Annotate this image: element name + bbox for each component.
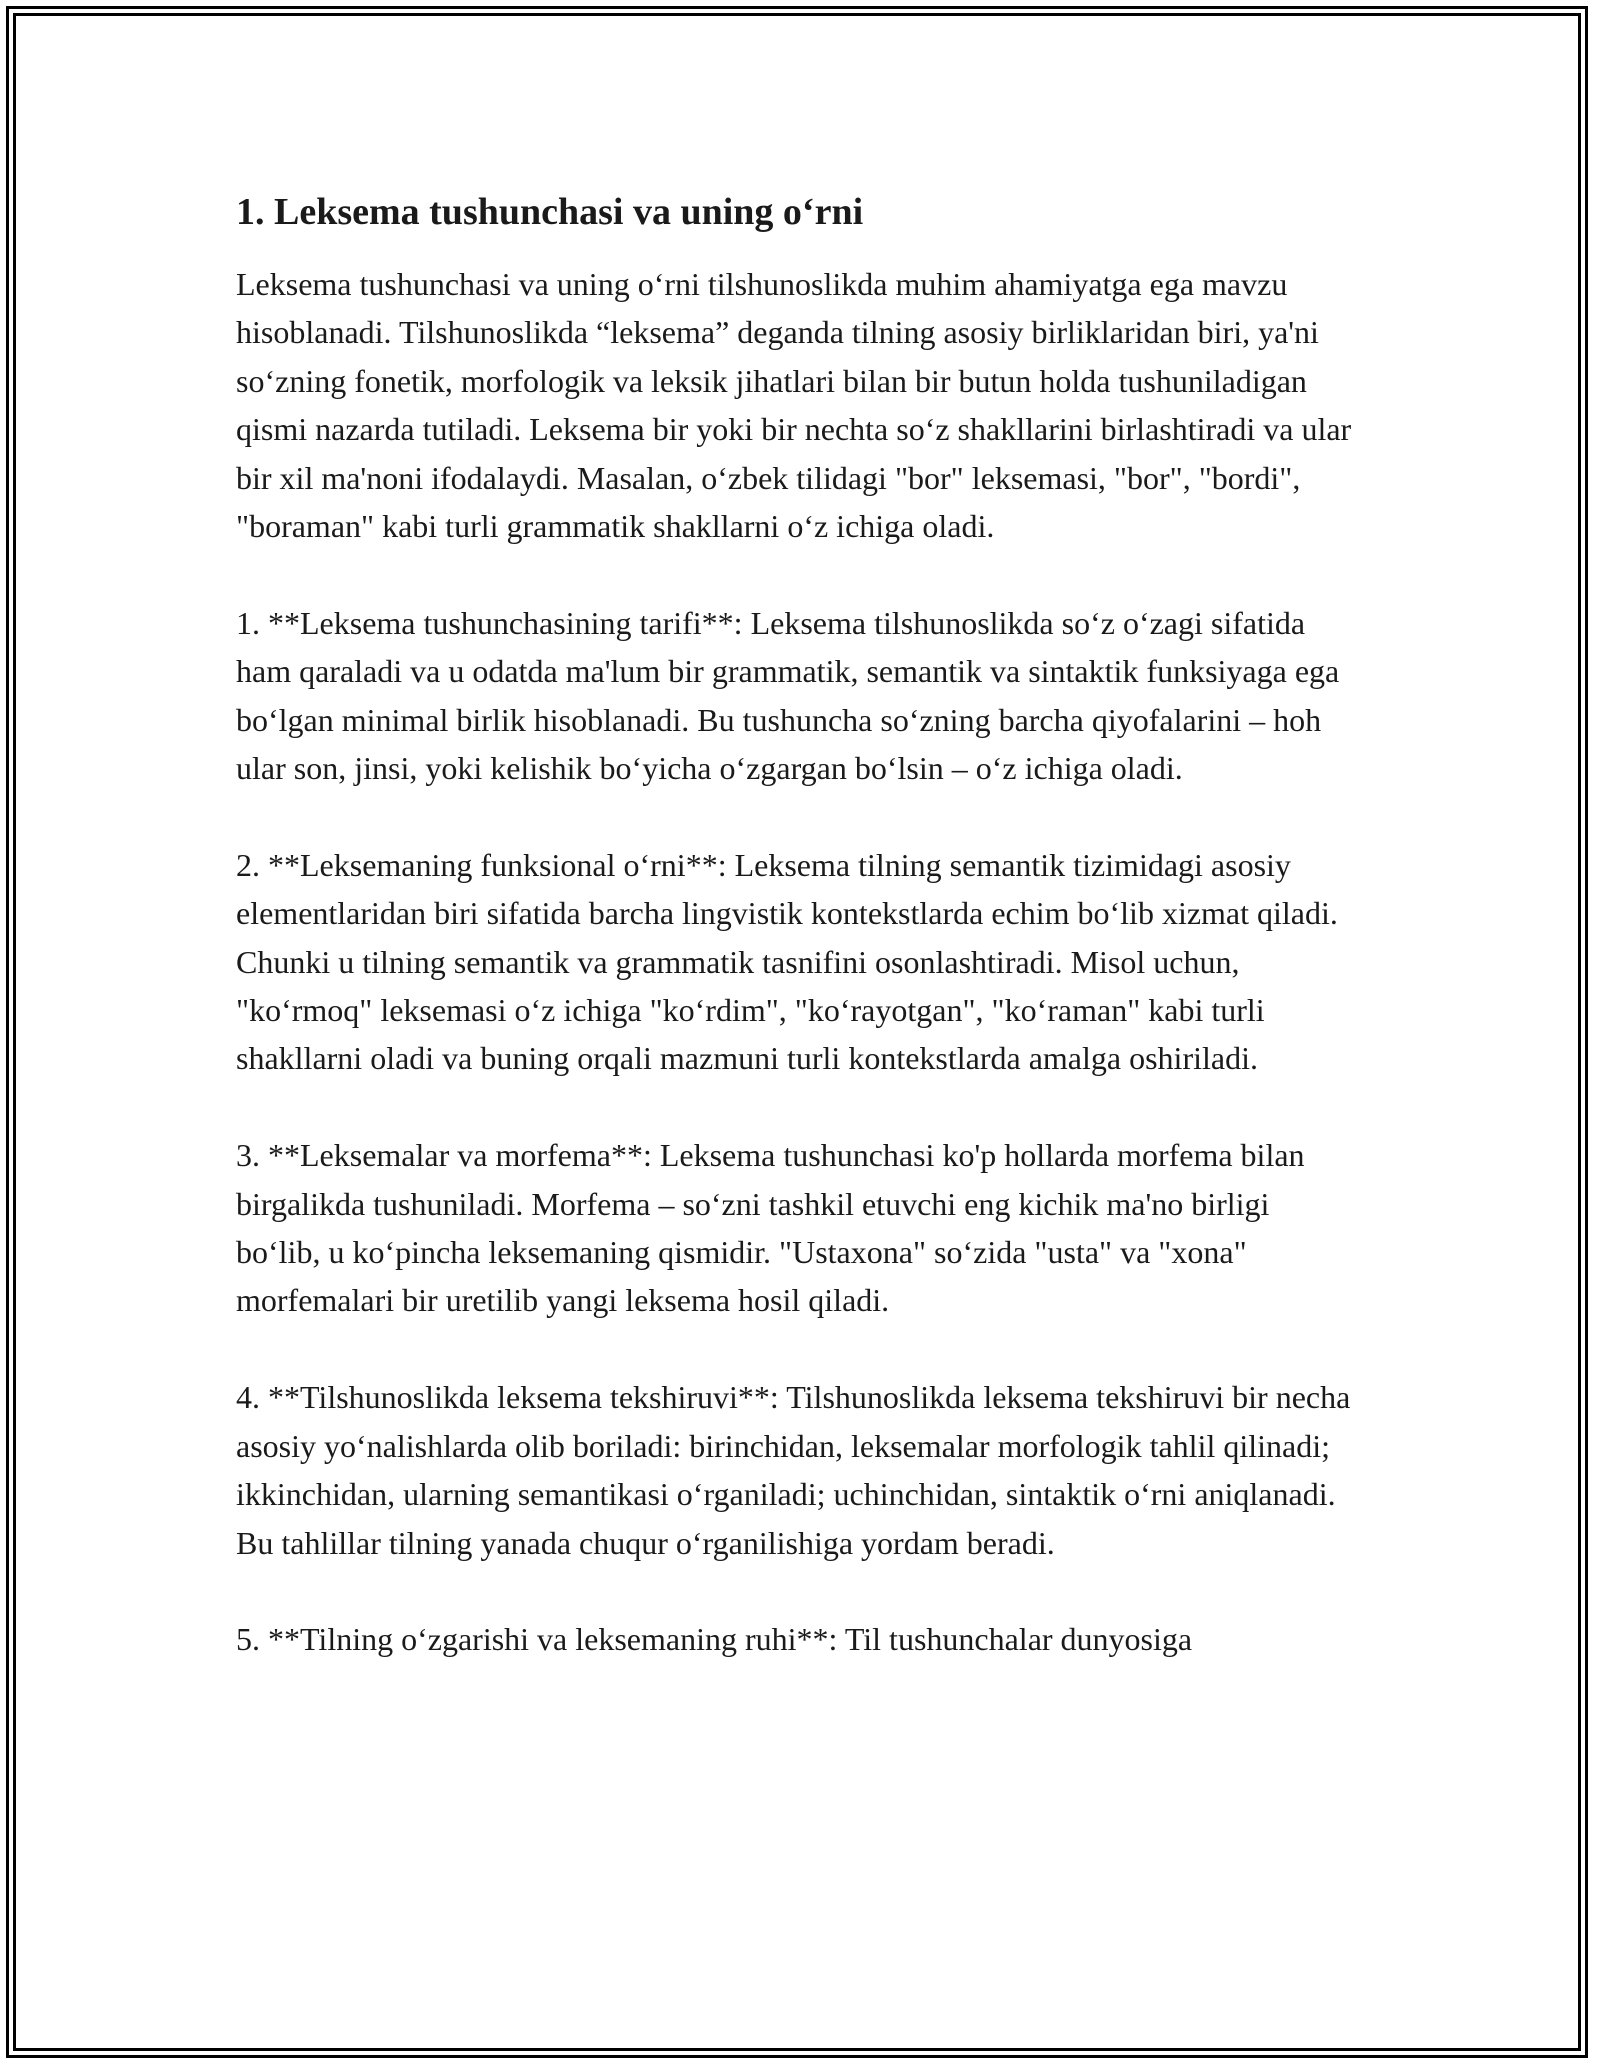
document-body bbox=[236, 186, 1356, 1712]
paragraph-intro: Leksema tushunchasi va uning o‘rni tilshunoslikda muhim ahamiyatga ega mavzu hisoblanadi. Tilshunoslikda “leksema” deganda tilning asosiy birliklaridan biri, ya'ni so‘zning fonetik, morfologik va leksik jihatlari bilan bir butun holda tushuniladigan qismi nazarda tutiladi. Leksema bir yoki bir nechta so‘z shakllarini birlashtiradi va ular bir xil ma'noni ifodalaydi. Masalan, o‘zbek tilidagi "bor" leksemasi, "bor", "bordi", "boraman" kabi turli grammatik shakllarni o‘z ichiga oladi. bbox=[236, 266, 1352, 545]
paragraph-item-3: 3. **Leksemalar va morfema**: Leksema tushunchasi ko'p hollarda morfema bilan birgalikda tushuniladi. Morfema – so‘zni tashkil etuvchi eng kichik ma'no birligi bo‘lib, u ko‘pincha leksemaning qismidir. "Ustaxona" so‘zida "usta" va "xona" morfemalari bir uretilib yangi leksema hosil qiladi. bbox=[236, 1137, 1305, 1319]
paragraph-item-5: 5. **Tilning o‘zgarishi va leksemaning ruhi**: Til tushunchalar dunyosiga bbox=[236, 1621, 1193, 1658]
paragraph-item-4: 4. **Tilshunoslikda leksema tekshiruvi**: Tilshunoslikda leksema tekshiruvi bir necha asosiy yo‘nalishlarda olib boriladi: birinchidan, leksemalar morfologik tahlil qilinadi; ikkinchidan, ularning semantikasi o‘rganiladi; uchinchidan, sintaktik o‘rni aniqlanadi. Bu tahlillar tilning yanada chuqur o‘rganilishiga yordam beradi. bbox=[236, 1379, 1351, 1561]
paragraph-item-1: 1. **Leksema tushunchasining tarifi**: Leksema tilshunoslikda so‘z o‘zagi sifatida ham qaraladi va u odatda ma'lum bir grammatik, semantik va sintaktik funksiyaga ega bo‘lgan minimal birlik hisoblanadi. Bu tushuncha so‘zning barcha qiyofalarini – hoh ular son, jinsi, yoki kelishik bo‘yicha o‘zgargan bo‘lsin – o‘z ichiga oladi. bbox=[236, 604, 1340, 787]
section-heading: 1. Leksema tushunchasi va uning o‘rni bbox=[236, 191, 864, 233]
paragraph-item-2: 2. **Leksemaning funksional o‘rni**: Leksema tilning semantik tizimidagi asosiy elementlaridan biri sifatida barcha lingvistik kontekstlarda echim bo‘lib xizmat qiladi. Chunki u tilning semantik va grammatik tasnifini osonlashtiradi. Misol uchun, "ko‘rmoq" leksemasi o‘z ichiga "ko‘rdim", "ko‘rayotgan", "ko‘raman" kabi turli shakllarni oladi va buning orqali mazmuni turli kontekstlarda amalga oshiriladi. bbox=[236, 846, 1338, 1077]
